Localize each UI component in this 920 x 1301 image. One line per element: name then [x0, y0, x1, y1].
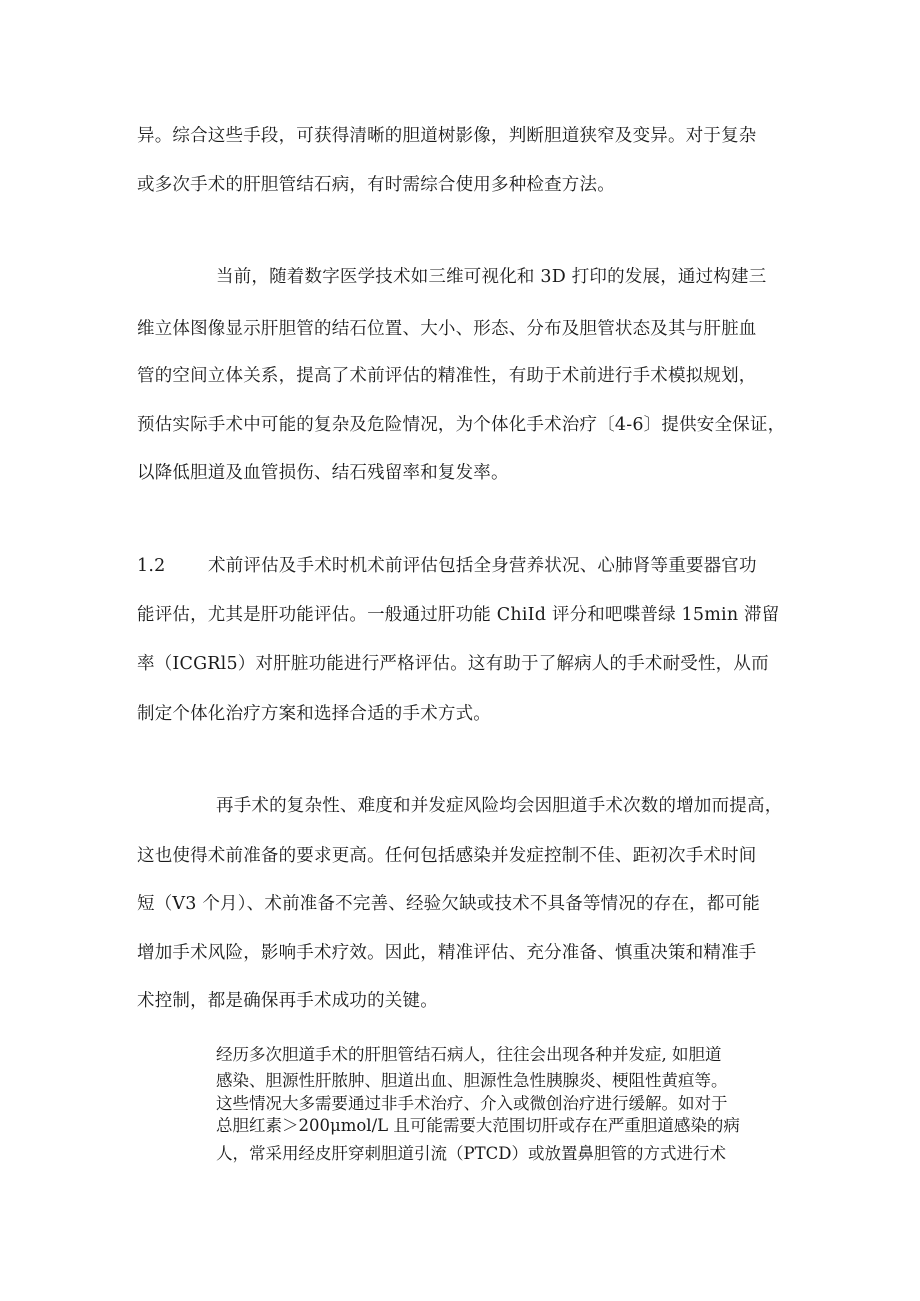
paragraph-4-line-2: 这也使得术前准备的要求更高。任何包括感染并发症控制不佳、距初次手术时间	[137, 846, 757, 866]
paragraph-5-line-1: 经历多次胆道手术的肝胆管结石病人，往往会出现各种并发症, 如胆道	[216, 1045, 722, 1064]
paragraph-4-line-1: 再手术的复杂性、难度和并发症风险均会因胆道手术次数的增加而提高，	[216, 796, 783, 816]
paragraph-2-line-2: 维立体图像显示肝胆管的结石位置、大小、形态、分布及胆管状态及其与肝脏血	[137, 319, 757, 339]
paragraph-2-line-1: 当前，随着数字医学技术如三维可视化和 3D 打印的发展，通过构建三	[216, 267, 767, 287]
paragraph-1-line-2: 或多次手术的肝胆管结石病，有时需综合使用多种检查方法。	[137, 175, 615, 195]
paragraph-5-line-2: 感染、胆源性肝脓肿、胆道出血、胆源性急性胰腺炎、梗阻性黄疸等。	[216, 1071, 728, 1090]
paragraph-2-line-3: 管的空间立体关系，提高了术前评估的精准性，有助于术前进行手术模拟规划，	[137, 366, 757, 386]
paragraph-1-line-1: 异。综合这些手段，可获得清晰的胆道树影像，判断胆道狭窄及变异。对于复杂	[137, 126, 757, 146]
paragraph-3-line-2: 能评估，尤其是肝功能评估。一般通过肝功能 ChiId 评分和吧喋普绿 15min 滞留	[137, 605, 780, 625]
paragraph-5-line-3: 这些情况大多需要通过非手术治疗、介入或微创治疗进行缓解。如对于	[216, 1094, 728, 1113]
paragraph-2-line-4: 预估实际手术中可能的复杂及危险情况，为个体化手术治疗〔4-6〕提供安全保证，	[137, 415, 786, 435]
paragraph-3-line-3: 率（ICGRl5）对肝脏功能进行严格评估。这有助于了解病人的手术耐受性，从而	[137, 654, 769, 674]
paragraph-3-line-4: 制定个体化治疗方案和选择合适的手术方式。	[137, 704, 491, 724]
paragraph-5-line-4: 总胆红素＞200μmol/L 且可能需要大范围切肝或存在严重胆道感染的病	[216, 1116, 740, 1135]
paragraph-4-line-4: 增加手术风险，影响手术疗效。因此，精准评估、充分准备、慎重决策和精准手	[137, 943, 757, 963]
section-number: 1.2	[137, 556, 166, 576]
paragraph-4-line-5: 术控制，都是确保再手术成功的关键。	[137, 991, 438, 1011]
paragraph-5-line-5: 人，常采用经皮肝穿刺胆道引流（PTCD）或放置鼻胆管的方式进行术	[216, 1144, 726, 1163]
paragraph-3-line-1: 术前评估及手术时机术前评估包括全身营养状况、心肺肾等重要器官功	[208, 556, 757, 576]
paragraph-4-line-3: 短（V3 个月）、术前准备不完善、经验欠缺或技术不具备等情况的存在，都可能	[137, 894, 760, 914]
paragraph-2-line-5: 以降低胆道及血管损伤、结石残留率和复发率。	[137, 463, 509, 483]
